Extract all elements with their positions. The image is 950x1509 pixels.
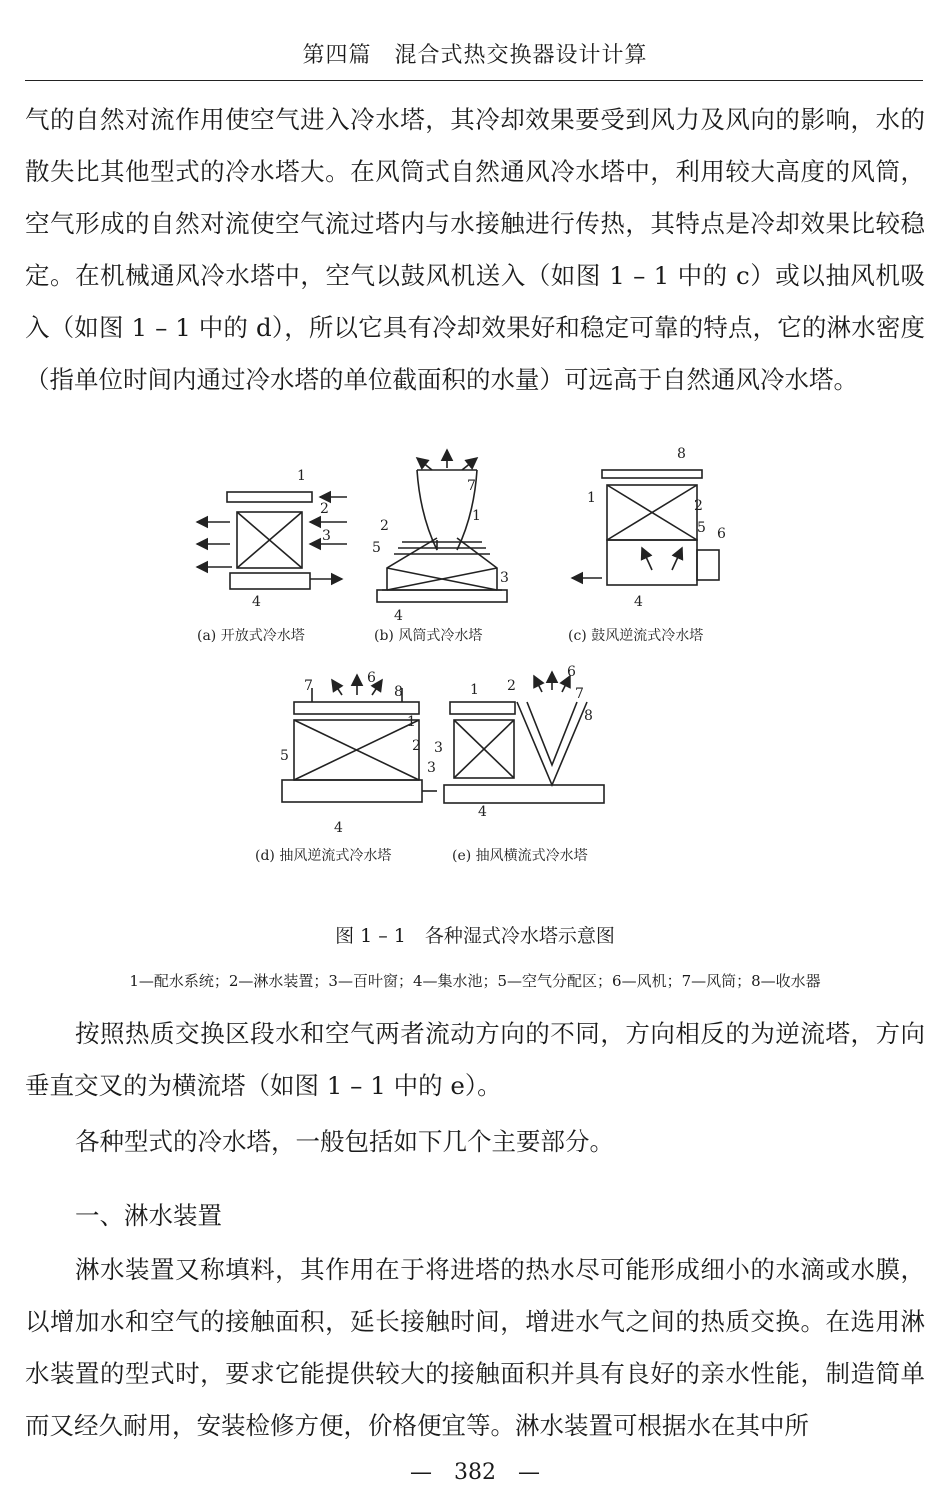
label-a-2: 2 [320,501,329,517]
label-c-1: 1 [587,490,596,506]
label-e-7: 7 [575,686,584,702]
header-rule [25,80,923,81]
label-b-7: 7 [467,478,476,494]
subcaption-d: (d) 抽风逆流式冷水塔 [255,848,392,864]
label-d-1: 1 [407,714,416,730]
subcaption-a: (a) 开放式冷水塔 [197,628,305,644]
label-e-2: 2 [507,678,516,694]
subcaption-c: (c) 鼓风逆流式冷水塔 [568,628,704,644]
label-b-3: 3 [500,570,509,586]
label-a-1: 1 [297,468,306,484]
label-d-3: 3 [427,760,436,776]
label-a-4: 4 [252,594,261,610]
diagram-b [377,450,507,602]
label-c-5: 5 [697,520,706,536]
label-e-3: 3 [434,740,443,756]
figure-legend: 1—配水系统；2—淋水装置；3—百叶窗；4—集水池；5—空气分配区；6—风机；7—风筒；8—收水器 [129,972,821,990]
label-e-8: 8 [584,708,593,724]
subcaption-e: (e) 抽风横流式冷水塔 [452,848,588,864]
label-c-2: 2 [694,498,703,514]
label-b-1: 1 [472,508,481,524]
cooling-tower-figure [182,440,738,872]
label-d-2: 2 [412,738,421,754]
label-b-5: 5 [372,540,381,556]
label-d-4: 4 [334,820,343,836]
subcaption-b: (b) 风筒式冷水塔 [374,628,483,644]
paragraph-3: 各种型式的冷水塔，一般包括如下几个主要部分。 [75,1127,614,1156]
label-d-7: 7 [304,678,313,694]
label-c-4: 4 [634,594,643,610]
label-a-3: 3 [322,528,331,544]
section-heading: 一、淋水装置 [75,1201,222,1230]
label-d-6: 6 [367,670,376,686]
cooling-tower-diagrams [182,440,738,872]
label-b-4: 4 [394,608,403,624]
paragraph-4: 淋水装置又称填料，其作用在于将进塔的热水尽可能形成细小的水滴或水膜，以增加水和空气的接触面积，延长接触时间，增进水气之间的热质交换。在选用淋水装置的型式时，要求它能提供较大的接触面积并具有良好的亲水性能，制造简单而又经久耐用，安装检修方便，价格便宜等。淋水装置可根据水在其中所 [25,1255,925,1440]
label-d-5: 5 [280,748,289,764]
label-d-8: 8 [394,684,403,700]
label-e-6: 6 [567,664,576,680]
label-c-6: 6 [717,526,726,542]
page-number: — 382 — [410,1460,540,1485]
label-c-8: 8 [677,446,686,462]
paragraph-2: 按照热质交换区段水和空气两者流动方向的不同，方向相反的为逆流塔，方向垂直交叉的为横流塔（如图 1 – 1 中的 e）。 [25,1019,925,1100]
label-b-2: 2 [380,518,389,534]
label-e-1: 1 [470,682,479,698]
label-e-4: 4 [478,804,487,820]
running-header: 第四篇 混合式热交换器设计计算 [302,43,648,68]
figure-caption: 图 1 – 1 各种湿式冷水塔示意图 [335,925,615,947]
paragraph-1: 气的自然对流作用使空气进入冷水塔，其冷却效果要受到风力及风向的影响，水的散失比其他型式的冷水塔大。在风筒式自然通风冷水塔中，利用较大高度的风筒，空气形成的自然对流使空气流过塔内与水接触进行传热，其特点是冷却效果比较稳定。在机械通风冷水塔中，空气以鼓风机送入（如图 1 – 1 中的 c）或以抽风机吸入（如图 1 – 1 中的 d），所以它具有冷却效果好和稳定可靠的特点，它的淋水密度（指单位时间内通过冷水塔的单位截面积的水量）可远高于自然通风冷水塔。 [25,105,925,394]
